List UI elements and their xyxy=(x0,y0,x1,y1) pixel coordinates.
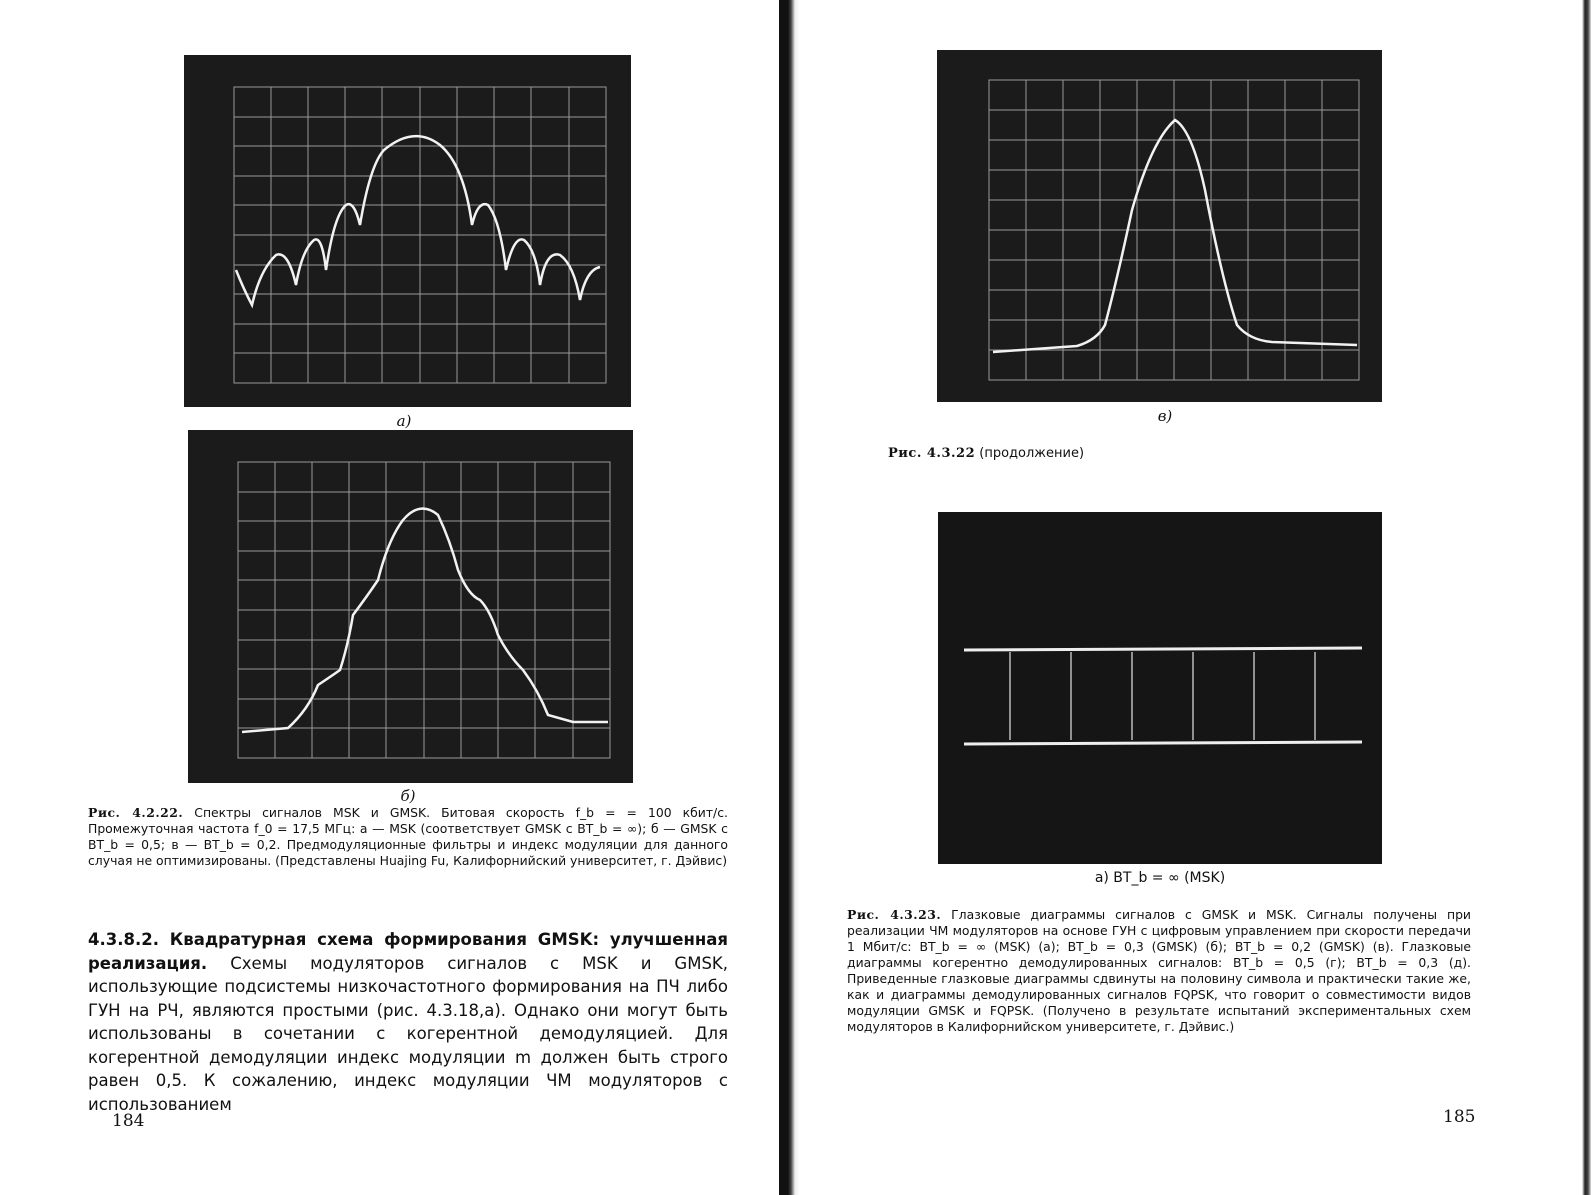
fig-v-label: в) xyxy=(1157,407,1173,425)
caption-lead-right: Рис. 4.3.23. xyxy=(847,907,942,922)
section-4-3-8-2 xyxy=(88,928,728,1116)
spectrum-v-plot xyxy=(937,50,1382,402)
fig-a-label: а) xyxy=(396,412,412,430)
caption-text: Спектры сигналов MSK и GMSK. Битовая скорость f_b = = 100 кбит/с. Промежуточная частота f_0 = 17,5 МГц: а — MSK (соответствует GMSK с BT_b = ∞); б — GMSK с BT_b = 0,5; в — BT_b = 0,2. Предмодуляционные фильтры и индекс модуляции для данного случая не оптимизированы. (Представлены Huajing Fu, Калифорнийский университет, г. Дэйвис) xyxy=(88,805,728,868)
continuation-caption-lead: Рис. 4.3.22 xyxy=(888,446,976,461)
page-number-left: 184 xyxy=(112,1111,145,1131)
spectrum-photo-v xyxy=(937,50,1382,402)
section-body: Схемы модуляторов сигналов с MSK и GMSK, использующие подсистемы низкочастотного формирования на ПЧ либо ГУН на РЧ, являются простыми (рис. 4.3.18,а). Однако они могут быть использованы в сочетании с когерентной демодуляцией. Для когерентной демодуляции индекс модуляции m должен быть строго равен 0,5. К сожалению, индекс модуляции ЧМ модуляторов с использованием xyxy=(88,953,728,1114)
continuation-caption xyxy=(888,446,1288,462)
right-page xyxy=(800,0,1591,1195)
fig-b-label: б) xyxy=(400,787,416,805)
spectrum-photo-msk xyxy=(184,55,631,407)
spectrum-photo-gmsk xyxy=(188,430,633,783)
left-page xyxy=(0,0,775,1195)
continuation-caption-text: (продолжение) xyxy=(979,446,1085,461)
spectrum-gmsk-plot xyxy=(188,430,633,783)
page-number-right: 185 xyxy=(1443,1107,1476,1127)
spectrum-msk-plot xyxy=(184,55,631,407)
page-edge xyxy=(1582,0,1591,1195)
figure-caption-4-3-23 xyxy=(847,907,1471,1035)
eye-diagram-plot xyxy=(938,512,1382,864)
section-heading: 4.3.8.2. Квадратурная схема формирования GMSK: улучшенная реализация. xyxy=(88,930,728,973)
figure-caption-4-2-22 xyxy=(88,805,728,869)
eye-diagram-photo xyxy=(938,512,1382,864)
eye-diagram-label: а) BT_b = ∞ (MSK) xyxy=(1094,870,1226,886)
caption-text-right: Глазковые диаграммы сигналов с GMSK и MSK. Сигналы получены при реализации ЧМ модуляторов на основе ГУН с цифровым управлением при скорости передачи 1 Мбит/с: BT_b = ∞ (MSK) (а); BT_b = 0,3 (GMSK) (б); BT_b = 0,2 (GMSK) (в). Глазковые диаграммы когерентно демодулированных сигналов: BT_b = 0,5 (г); BT_b = 0,3 (д). Приведенные глазковые диаграммы сдвинуты на половину символа и практически такие же, как и диаграммы демодулированных сигналов FQPSK, что говорит о совместимости видов модуляции GMSK и FQPSK. (Получено в результате испытаний экспериментальных схем модуляторов в Калифорнийском университете, г. Дэйвис.) xyxy=(847,907,1471,1034)
caption-lead: Рис. 4.2.22. xyxy=(88,805,184,820)
book-spine xyxy=(775,0,800,1195)
